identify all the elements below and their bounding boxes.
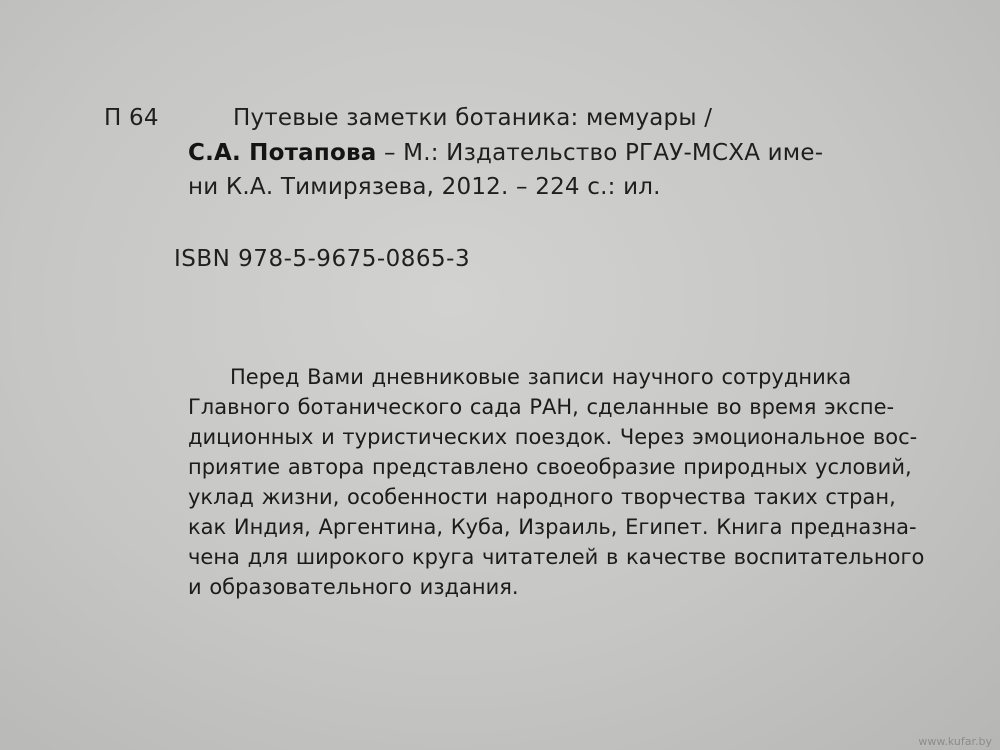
annotation-line: приятие автора представлено своеобразие природных условий, [188,455,912,479]
site-watermark: www.kufar.by [918,735,992,748]
annotation-line: как Индия, Аргентина, Куба, Израиль, Египет. Книга предназна- [188,515,917,539]
publisher-text: – М.: Издательство РГАУ-МСХА име- [376,140,824,166]
annotation-line: и образовательного издания. [188,575,519,599]
library-index-code: П 64 [104,105,159,131]
annotation-line: чена для широкого круга читателей в качестве воспитательного [188,545,925,569]
annotation-line: Перед Вами дневниковые записи научного сотрудника [230,365,852,389]
bibliographic-author-publisher [188,138,823,168]
author-name: С.А. Потапова [188,140,377,166]
annotation-line: Главного ботанического сада РАН, сделанные во время экспе- [188,395,895,419]
publisher-details: ни К.А. Тимирязева, 2012. – 224 с.: ил. [188,174,661,200]
annotation-line: уклад жизни, особенности народного творчества таких стран, [188,485,896,509]
bibliographic-title: Путевые заметки ботаника: мемуары / [233,105,713,131]
isbn-number: ISBN 978-5-9675-0865-3 [174,246,471,272]
annotation-line: диционных и туристических поездок. Через эмоциональное вос- [188,425,918,449]
